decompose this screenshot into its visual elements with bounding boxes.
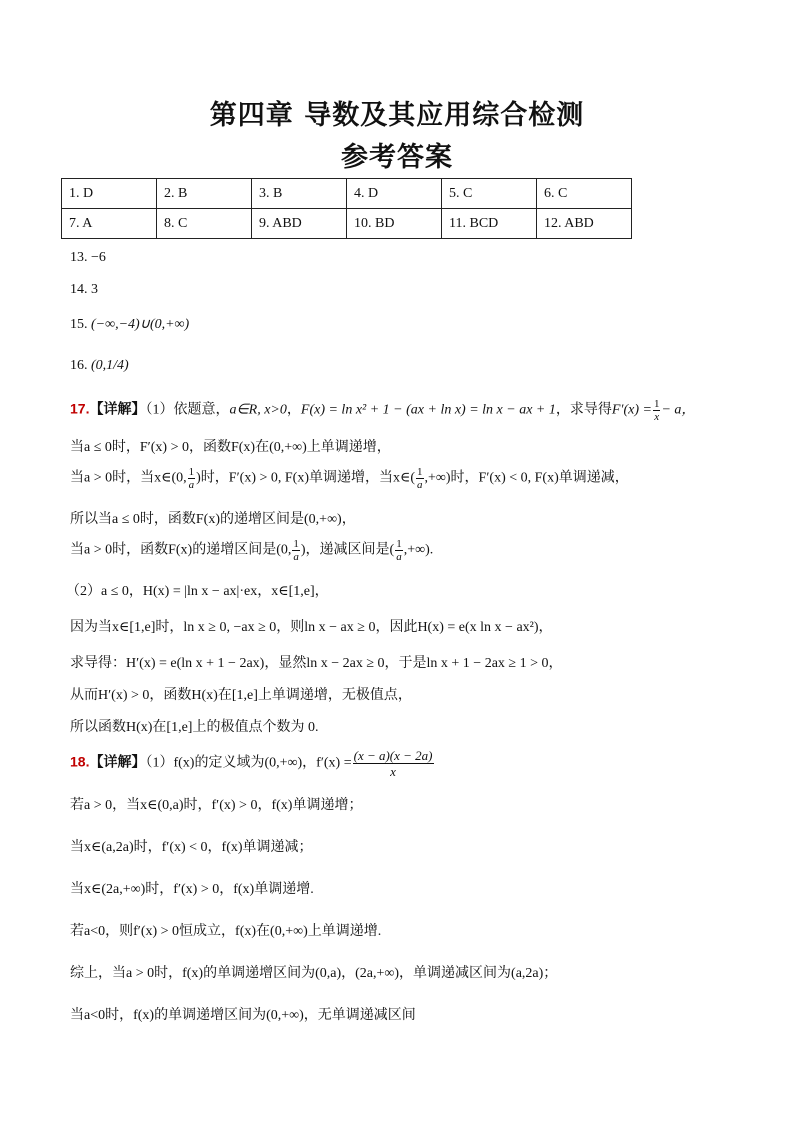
q17-line-9: 从而H′(x) > 0，函数H(x)在[1,e]上单调递增，无极值点， — [70, 688, 412, 703]
table-row — [62, 179, 632, 209]
answer-table — [61, 178, 632, 239]
fraction — [416, 466, 424, 491]
q17-math: F′(x) = — [611, 402, 652, 418]
q17-line-7: 因为当x∈[1,e]时，ln x ≥ 0, −ax ≥ 0，则ln x − ax ≥ 0，因此H(x) = e(x ln x − ax²)， — [70, 620, 553, 635]
q18-line-3: 当x∈(a,2a)时，f′(x) < 0，f(x)单调递减； — [70, 840, 313, 855]
q17-line-4: 所以当a ≤ 0时，函数F(x)的递增区间是(0,+∞)， — [70, 512, 356, 527]
q17-text: ,+∞). — [403, 542, 434, 558]
answer-cell: 4. D — [347, 179, 442, 209]
q17-text: 当a > 0时，函数F(x)的递增区间是(0, — [70, 542, 292, 558]
q17-math: a∈R, x>0 — [229, 402, 287, 418]
fraction-denominator: x — [654, 411, 660, 423]
page-title: 第四章 导数及其应用综合检测 — [209, 100, 585, 131]
fraction — [292, 538, 300, 563]
q18-number: 18. — [70, 753, 90, 770]
q17-line-2: 当a ≤ 0时，F′(x) > 0，函数F(x)在(0,+∞)上单调递增， — [70, 440, 391, 455]
answer-cell: 10. BD — [347, 209, 442, 239]
answer-cell: 12. ABD — [537, 209, 632, 239]
fraction-numerator: 1 — [653, 398, 660, 410]
q17-number: 17. — [70, 400, 90, 417]
q17-line-6: （2）a ≤ 0，H(x) = |ln x − ax|·ex，x∈[1,e]， — [66, 584, 329, 599]
answer-cell: 9. ABD — [252, 209, 347, 239]
answer-cell: 5. C — [442, 179, 537, 209]
q17-line-1 — [70, 398, 695, 423]
q18-line-2: 若a > 0，当x∈(0,a)时，f′(x) > 0，f(x)单调递增； — [70, 798, 363, 813]
q17-line-3 — [70, 466, 629, 491]
q17-line-10: 所以函数H(x)在[1,e]上的极值点个数为 0. — [70, 720, 319, 735]
answer-16-value: (0,1/4) — [91, 358, 129, 373]
answer-16-label: 16. — [70, 358, 88, 373]
q17-math: F(x) = ln x² + 1 − (ax + ln x) = ln x − ax + 1 — [300, 402, 556, 418]
answer-cell: 7. A — [62, 209, 157, 239]
q17-text: ， — [286, 402, 301, 418]
q18-line-1 — [70, 748, 435, 779]
fraction-denominator: x — [390, 764, 396, 779]
answer-13: 13. −6 — [70, 250, 106, 265]
q17-line-5 — [70, 538, 433, 563]
fraction-denominator: a — [293, 551, 299, 563]
q18-line-7: 当a<0时，f(x)的单调递增区间为(0,+∞)，无单调递减区间 — [70, 1008, 416, 1023]
fraction-numerator: 1 — [396, 538, 402, 550]
q17-line-8: 求导得：H′(x) = e(ln x + 1 − 2ax)，显然ln x − 2ax ≥ 0，于是ln x + 1 − 2ax ≥ 1 > 0， — [70, 656, 563, 671]
page-subtitle: 参考答案 — [341, 142, 453, 173]
q18-text: （1）f(x)的定义域为(0,+∞)，f′(x) = — [145, 755, 352, 771]
q18-line-5: 若a<0，则f′(x) > 0恒成立，f(x)在(0,+∞)上单调递增. — [70, 924, 382, 939]
q17-text: )，递减区间是( — [300, 542, 395, 558]
answer-cell: 1. D — [62, 179, 157, 209]
q17-text: ,+∞)时，F′(x) < 0, F(x)单调递减， — [424, 470, 629, 486]
q17-text: （1）依题意， — [145, 402, 230, 418]
fraction — [653, 398, 661, 423]
q17-text: 当a > 0时，当x∈(0, — [70, 470, 187, 486]
fraction-numerator: 1 — [417, 466, 423, 478]
fraction — [188, 466, 196, 491]
q17-math: − a， — [661, 402, 696, 418]
fraction-numerator: (x − a)(x − 2a) — [353, 748, 433, 763]
answer-15 — [70, 316, 189, 333]
fraction-denominator: a — [417, 479, 423, 491]
fraction — [353, 748, 434, 779]
table-row — [62, 209, 632, 239]
fraction-denominator: a — [396, 551, 402, 563]
answer-15-value: (−∞,−4)∪(0,+∞) — [91, 317, 190, 332]
fraction-numerator: 1 — [293, 538, 299, 550]
answer-cell: 2. B — [157, 179, 252, 209]
answer-16 — [70, 358, 129, 374]
answer-cell: 8. C — [157, 209, 252, 239]
q17-text: ，求导得 — [555, 402, 612, 418]
q17-tag: 【详解】 — [89, 402, 146, 418]
answer-cell: 11. BCD — [442, 209, 537, 239]
answer-14: 14. 3 — [70, 282, 98, 297]
q18-line-4: 当x∈(2a,+∞)时，f′(x) > 0，f(x)单调递增. — [70, 882, 314, 897]
answer-15-label: 15. — [70, 317, 88, 332]
fraction-numerator: 1 — [188, 466, 195, 478]
fraction — [395, 538, 403, 563]
fraction-denominator: a — [188, 479, 195, 491]
answer-cell: 6. C — [537, 179, 632, 209]
q18-tag: 【详解】 — [89, 755, 146, 771]
q18-line-6: 综上，当a > 0时，f(x)的单调递增区间为(0,a)，(2a,+∞)，单调递减区间为(a,2a)； — [70, 966, 558, 981]
q17-text: )时，F′(x) > 0, F(x)单调递增，当x∈( — [196, 470, 416, 486]
answer-cell: 3. B — [252, 179, 347, 209]
